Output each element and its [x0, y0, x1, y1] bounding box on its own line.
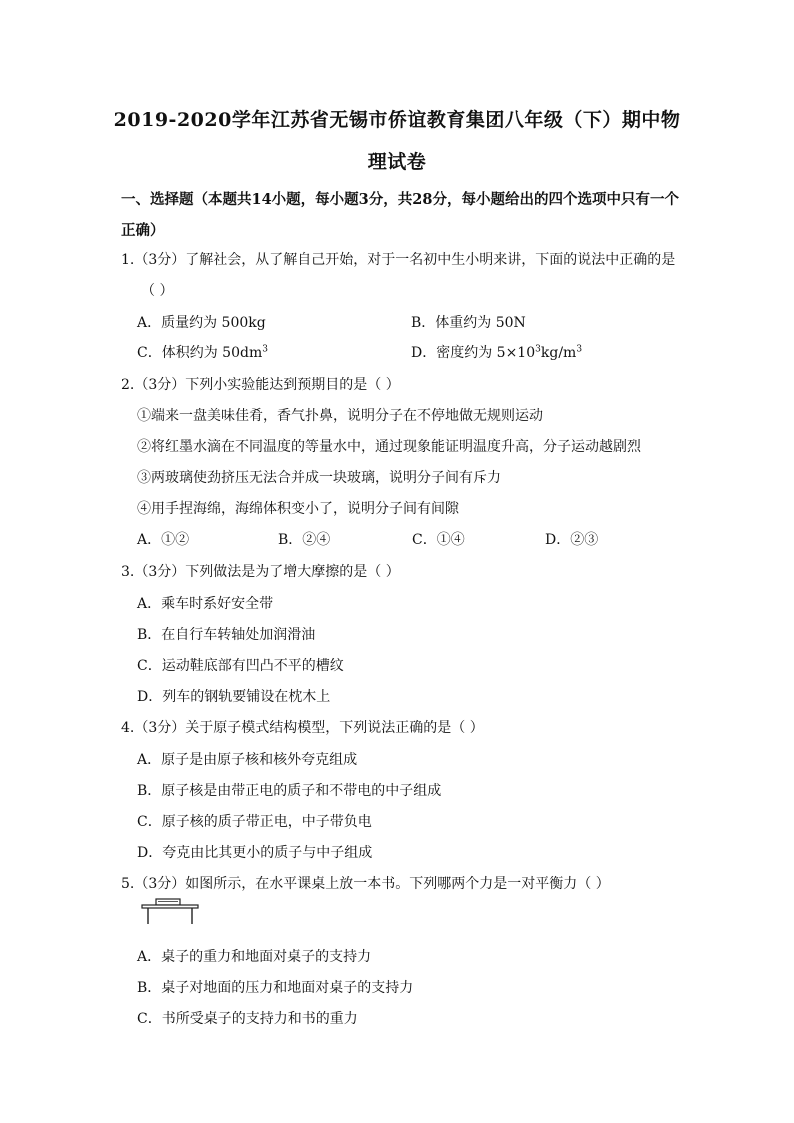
- q1-option-c-exponent: 3: [262, 344, 268, 355]
- q2-option-b: B．②④: [278, 532, 331, 548]
- q2-statement-3: ③两玻璃使劲挤压无法合并成一块玻璃，说明分子间有斥力: [137, 470, 501, 486]
- q1-option-c-text: C．体积约为 50dm: [137, 345, 263, 361]
- q1-option-d-text: D．密度约为 5×10: [411, 345, 536, 361]
- q5-stem: 5.（3分）如图所示，在水平课桌上放一本书。下列哪两个力是一对平衡力（ ）: [121, 876, 610, 892]
- q1-option-d-unit: kg/m: [540, 345, 577, 361]
- q2-stem: 2.（3分）下列小实验能达到预期目的是（ ）: [121, 377, 400, 393]
- q4-option-a: A．原子是由原子核和核外夸克组成: [137, 752, 358, 768]
- exam-title-line1: 2019-2020学年江苏省无锡市侨谊教育集团八年级（下）期中物: [113, 109, 681, 131]
- q2-statement-2: ②将红墨水滴在不同温度的等量水中，通过现象能证明温度升高，分子运动越剧烈: [137, 439, 641, 455]
- table-top: [142, 905, 198, 908]
- q3-stem: 3.（3分）下列做法是为了增大摩擦的是（ ）: [121, 564, 400, 580]
- q2-option-a: A．①②: [137, 532, 190, 548]
- q2-option-c: C．①④: [412, 532, 465, 548]
- q1-option-d-unit-exponent: 3: [576, 344, 583, 355]
- q1-answer-paren: （ ）: [141, 283, 174, 299]
- exam-title-line2: 理试卷: [367, 151, 427, 173]
- q4-stem: 4.（3分）关于原子模式结构模型，下列说法正确的是（ ）: [121, 720, 484, 736]
- q4-option-b: B．原子核是由带正电的质子和不带电的中子组成: [137, 783, 442, 799]
- q1-option-d-exponent: 3: [535, 344, 541, 355]
- q2-statement-4: ④用手捏海绵，海绵体积变小了，说明分子间有间隙: [137, 501, 459, 517]
- q1-option-d: [411, 342, 582, 362]
- section-heading-line2: 正确）: [121, 222, 165, 239]
- q4-option-c: C．原子核的质子带正电，中子带负电: [137, 814, 372, 830]
- q5-option-b: B．桌子对地面的压力和地面对桌子的支持力: [137, 980, 414, 996]
- book-on-table-figure: [140, 897, 200, 925]
- q3-option-d: D．列车的钢轨要铺设在枕木上: [137, 689, 331, 705]
- q4-option-d: D．夸克由比其更小的质子与中子组成: [137, 845, 373, 861]
- q1-option-a: A．质量约为 500kg: [137, 315, 266, 331]
- book-shape: [156, 899, 180, 905]
- section-heading-line1: 一、选择题（本题共14小题，每小题3分，共28分，每小题给出的四个选项中只有一个: [121, 191, 679, 208]
- q3-option-a: A．乘车时系好安全带: [137, 596, 274, 612]
- q3-option-c: C．运动鞋底部有凹凸不平的槽纹: [137, 658, 344, 674]
- q1-option-c: [137, 342, 268, 362]
- q1-option-b: B．体重约为 50N: [411, 315, 526, 331]
- q2-statement-1: ①端来一盘美味佳肴，香气扑鼻，说明分子在不停地做无规则运动: [137, 408, 543, 424]
- q3-option-b: B．在自行车转轴处加润滑油: [137, 627, 316, 643]
- q5-option-c: C．书所受桌子的支持力和书的重力: [137, 1011, 358, 1027]
- q1-stem: 1.（3分）了解社会，从了解自己开始，对于一名初中生小明来讲，下面的说法中正确的是: [121, 252, 676, 268]
- q5-option-a: A．桌子的重力和地面对桌子的支持力: [137, 949, 372, 965]
- q2-option-d: D．②③: [545, 532, 599, 548]
